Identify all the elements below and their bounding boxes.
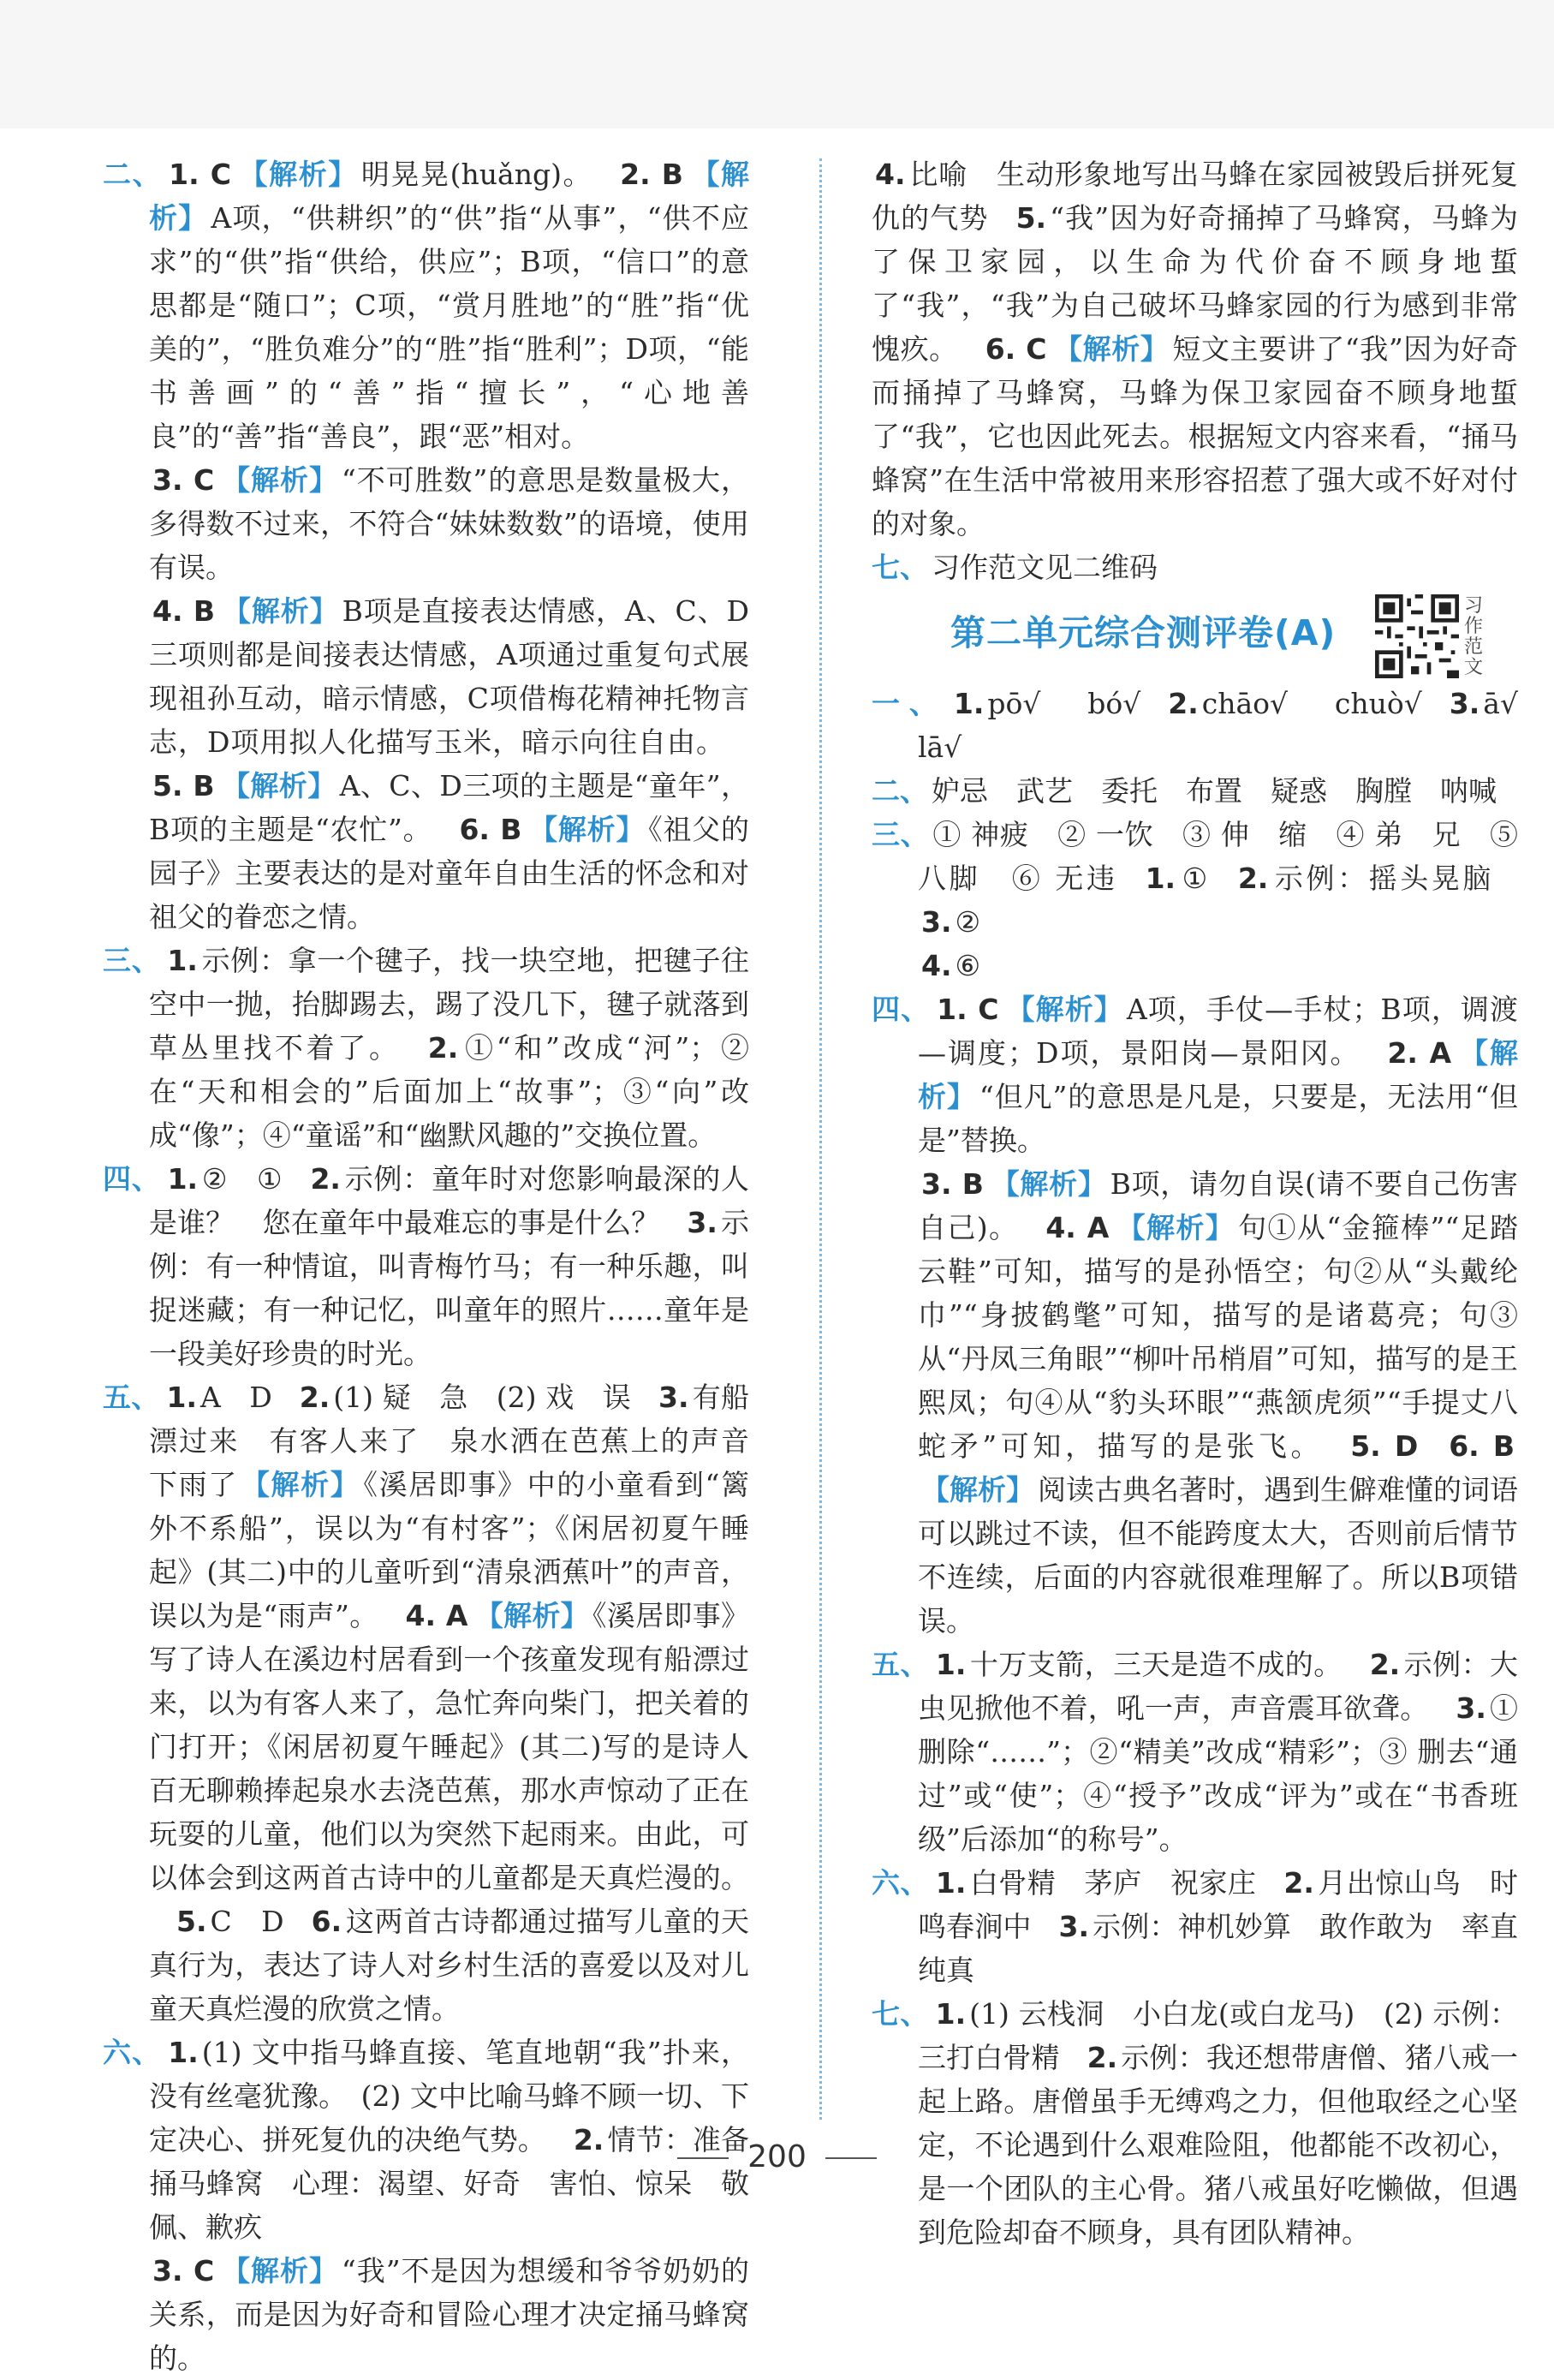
section-6-continued [872,152,1518,546]
question-number: 4. B [152,594,216,628]
question-number: 1. C [169,158,231,191]
section-label: 二、 [103,158,163,191]
answer-text: 明晃晃(huǎng)。 [360,158,593,191]
section-label: 五、 [103,1381,160,1414]
question-number: 5. B [152,769,215,802]
analysis-tag: 【解析】 [221,2254,338,2288]
section-3 [103,939,749,1157]
question-number: 2. [427,1031,459,1065]
section-label: 二、 [872,774,928,808]
answer-text: A项，手仗—手杖；B项，调渡—调度；D项，景阳岗—景阳冈。 [918,993,1518,1070]
analysis-tag: 【解析】 [921,1473,1034,1506]
question-number: 3. [1449,687,1480,720]
question-number: 2. [310,1162,341,1196]
question-number: 6. B [1449,1429,1515,1463]
question-number: 1. [935,1648,967,1681]
unit-title: 第二单元综合测评卷(A) [950,612,1337,653]
unit-section-1 [872,682,1546,769]
question-number: 1. [1145,862,1176,895]
answer-text: 示例：童年时对您影响最深的人是谁？ 您在童年中最难忘的事是什么？ [149,1162,750,1239]
question-number: 4. A [1045,1211,1110,1244]
question-number: 2. [299,1381,330,1414]
answer-text: 《溪居即事》写了诗人在溪边村居看到一个孩童发现有船漂过来，以为有客人来了，急忙奔向柴门，把关着的门打开；《闲居初夏午睡起》(其二)写的是诗人百无聊赖捧起泉水去浇芭蕉，那水声惊动了正在玩耍的儿童，他们以为突然下起雨来。由此，可以体会到这两首古诗中的儿童都是天真烂漫的。 [149,1599,750,1894]
section-label: 七、 [872,551,928,584]
question-number: 3. [921,905,952,939]
answer-text: 示例：大虫见掀他不着，吼一声，声音震耳欲聋。 [918,1648,1519,1725]
analysis-tag: 【解析】 [221,769,336,802]
unit-section-3 [872,813,1518,987]
section-5 [103,1375,777,2031]
question-number: 6. [311,1905,342,1938]
question-number: 2. B [620,158,683,191]
answer-text: “不可胜数”的意思是数量极大，多得数不过来，不符合“妹妹数数”的语境，使用有误。 [149,463,749,584]
section-2 [103,152,749,939]
qr-code-label: 习作范文 [1464,595,1484,678]
answer-text: “我”因为好奇捅掉了马蜂窝，马蜂为了保卫家园，以生命为代价奋不顾身地蜇了“我”，“我”为自己破坏马蜂家园的行为感到非常愧疚。 [872,201,1519,366]
analysis-tag: 【解析】 [1005,993,1123,1026]
question-number: 5. D [1350,1429,1419,1463]
section-label: 四、 [103,1162,161,1196]
answer-text: “我”不是因为想缓和爷爷奶奶的关系，而是因为好奇和冒险心理才决定捅马蜂窝的。 [149,2254,749,2375]
question-number: 1. C [937,993,999,1026]
question-number: 1. [167,1162,199,1196]
analysis-tag: 【解析】 [149,158,750,235]
page-number: 200 [747,2139,807,2174]
footer-dash-left [677,2157,729,2159]
analysis-tag: 【解析】 [918,1036,1518,1113]
question-number: 2. [1087,2041,1118,2074]
page-footer [0,2139,1554,2174]
answer-text: B项是直接表达情感，A、C、D三项则都是间接表达情感，A项通过重复句式展现祖孙互动，暗示情感，C项借梅花精神托物言志，D项用拟人化描写玉米，暗示向往自由。 [149,594,749,759]
question-number: 6. B [459,813,522,846]
answer-text: chāo√ chuò√ [1201,687,1422,720]
section-label: 四、 [872,993,931,1026]
answer-text: 比喻 生动形象地写出马蜂在家园被毁后拼死复仇的气势 [872,158,1518,235]
question-number: 4. A [405,1599,468,1632]
question-number: 3. C [152,2254,215,2288]
answer-text: (1) 云栈洞 小白龙(或白龙马) (2) 示例：三打白骨精 [918,1997,1519,2074]
right-column [872,152,1546,2254]
answer-text: “但凡”的意思是凡是，只要是，无法用“但是”替换。 [918,1080,1519,1157]
section-4 [103,1157,749,1375]
question-number: 2. [573,2123,604,2156]
answer-text: 这两首古诗都通过描写儿童的天真行为，表达了诗人对乡村生活的喜爱以及对儿童天真烂漫的欣赏之情。 [149,1905,749,2025]
question-number: 2. [1168,687,1199,720]
analysis-tag: 【解析】 [1053,332,1170,366]
answer-text: (1) 文中指马蜂直接、笔直地朝“我”扑来，没有丝毫犹豫。 (2) 文中比喻马蜂不顾一切、下定决心、拼死复仇的决绝气势。 [149,2036,750,2156]
answer-text: 《溪居即事》中的小童看到“篱外不系船”，误以为“有村客”；《闲居初夏午睡起》(其二)中的儿童听到“清泉洒蕉叶”的声音，误以为是“雨声”。 [149,1468,750,1632]
answer-text: 妒忌 武艺 委托 布置 疑惑 胸膛 呐喊 [932,774,1497,808]
question-number: 3. C [152,463,215,497]
question-number: 3. B [921,1167,984,1201]
question-number: 3. [687,1206,717,1239]
top-margin [0,0,1554,128]
question-number: 5. [1015,201,1047,235]
section-label: 五、 [872,1648,929,1681]
question-number: 4. [921,949,952,982]
analysis-tag: 【解析】 [528,813,646,846]
answer-text: ⑥ [955,949,981,982]
answer-text: 句①从“金箍棒”“足踏云鞋”可知，描写的是孙悟空；句②从“头戴纶巾”“身披鹤氅”可知，描写的是诸葛亮；句③从“丹凤三角眼”“柳叶吊梢眉”可知，描写的是王熙凤；句④从“豹头环眼”“燕颔虎须”“手提丈八蛇矛”可知，描写的是张飞。 [918,1211,1519,1463]
answer-text: 示例：神机妙算 敢作敢为 率直纯真 [918,1910,1519,1987]
answer-text: 阅读古典名著时，遇到生僻难懂的词语可以跳过不读，但不能跨度太大，否则前后情节不连续，后面的内容就很难理解了。所以B项错误。 [918,1473,1518,1637]
section-label: 一、 [872,687,947,720]
question-number: 1. [935,1997,967,2031]
question-number: 2. [1369,1648,1401,1681]
question-number: 3. [658,1381,689,1414]
answer-text: 示例：我还想带唐僧、猪八戒一起上路。唐僧虽手无缚鸡之力，但他取经之心坚定，不论遇到什么艰难险阻，他都能不改初心，是一个团队的主心骨。猪八戒虽好吃懒做，但遇到危险却奋不顾身，具有团队精神。 [918,2041,1519,2249]
section-label: 三、 [872,818,930,851]
question-number: 1. [935,1866,967,1900]
answer-text: ② [955,905,981,939]
answer-text: ①“和”改成“河”；② 在“天和相会的”后面加上“故事”；③“向”改成“像”；④“童谣”和“幽默风趣的”交换位置。 [149,1031,750,1152]
question-number: 5. [176,1905,207,1938]
answer-text: 白骨精 茅庐 祝家庄 [969,1866,1257,1900]
unit-section-6 [872,1861,1518,1992]
answer-text: 十万支箭，三天是造不成的。 [969,1648,1343,1681]
question-number: 3. [1058,1910,1090,1943]
answer-text: 《祖父的园子》主要表达的是对童年自由生活的怀念和对祖父的眷恋之情。 [149,813,750,934]
answer-text: A项，“供耕织”的“供”指“从事”，“供不应求”的“供”指“供给，供应”；B项，“信口”的意思都是“随口”；C项，“赏月胜地”的“胜”指“优美的”，“胜负难分”的“胜”指“胜利”；D项，“能书善画”的“善”指“擅长”，“心地善良”的“善”指“善良”，跟“恶”相对。 [149,201,749,453]
answer-text: 示例：有一种情谊，叫青梅竹马；有一种乐趣，叫捉迷藏；有一种记忆，叫童年的照片……童年是一段美好珍贵的时光。 [149,1206,750,1370]
answer-text: B项，请勿自误(请不要自己伤害自己)。 [918,1167,1519,1244]
question-number: 1. [168,2036,199,2069]
answer-text: 示例：拿一个毽子，找一块空地，把毽子往空中一抛，抬脚踢去，踢了没几下，毽子就落到草丛里找不着了。 [149,944,750,1065]
question-number: 1. [953,687,985,720]
unit-section-4 [872,987,1518,1643]
answer-text: A D [200,1381,272,1414]
question-number: 6. C [985,332,1047,366]
question-number: 3. [1456,1691,1486,1725]
qr-code-icon[interactable] [1375,594,1459,678]
answer-text: 情节：准备捅马蜂窝 心理：渴望、好奇 害怕、惊呆 敬佩、歉疚 [149,2123,750,2244]
answer-text: ① 删除“……”；②“精美”改成“精彩”；③ 删去“通过”或“使”；④“授予”改成“评为”或在“书香班级”后添加“的称号”。 [918,1691,1519,1856]
answer-text: pō√ bó√ [987,687,1141,720]
analysis-tag: 【解析】 [237,158,358,191]
unit-title-row [872,589,1518,682]
section-label: 三、 [103,944,161,977]
answer-text: ① 神疲 ② 一饮 ③ 伸 缩 ④ 弟 兄 ⑤ 八脚 ⑥ 无违 [918,818,1518,895]
section-label: 七、 [872,1997,929,2031]
question-number: 1. [166,1381,197,1414]
answer-text: ① [1179,862,1211,895]
unit-section-7 [872,1992,1518,2254]
analysis-tag: 【解析】 [241,1468,360,1501]
answer-text: ā√ lā√ [918,687,1546,764]
answer-text: 月出惊山鸟 时鸣春涧中 [918,1866,1519,1943]
answer-text: 示例：摇头晃脑 [1271,862,1494,895]
column-divider [819,158,822,2120]
answer-text: C D [210,1905,284,1938]
question-number: 4. [875,158,906,191]
answer-text: A、C、D三项的主题是“童年”，B项的主题是“农忙”。 [149,769,750,846]
footer-dash-right [825,2157,877,2159]
section-label: 六、 [872,1866,929,1900]
section-label: 六、 [103,2036,162,2069]
analysis-tag: 【解析】 [1116,1211,1235,1244]
section-6 [103,2031,749,2380]
analysis-tag: 【解析】 [221,463,338,497]
answer-text: 习作范文见二维码 [932,551,1158,584]
answer-text: (1) 疑 急 (2) 戏 误 [333,1381,632,1414]
question-number: 1. [167,944,198,977]
question-number: 2. A [1387,1036,1451,1070]
answer-text: ② ① [201,1162,283,1196]
analysis-tag: 【解析】 [474,1599,589,1632]
question-number: 2. [1283,1866,1314,1900]
unit-section-2 [872,769,1518,813]
unit-section-5 [872,1643,1518,1861]
answer-text: 短文主要讲了“我”因为好奇而捅掉了马蜂窝，马蜂为保卫家园奋不顾身地蜇了“我”，它也因此死去。根据短文内容来看，“捅马蜂窝”在生活中常被用来形容招惹了强大或不好对付的对象。 [872,332,1518,540]
analysis-tag: 【解析】 [222,594,339,628]
analysis-tag: 【解析】 [990,1167,1107,1201]
question-number: 2. [1237,862,1269,895]
section-7 [872,546,1518,589]
answer-text: 有船漂过来 有客人来了 泉水洒在芭蕉上的声音 下雨了 [149,1381,777,1501]
